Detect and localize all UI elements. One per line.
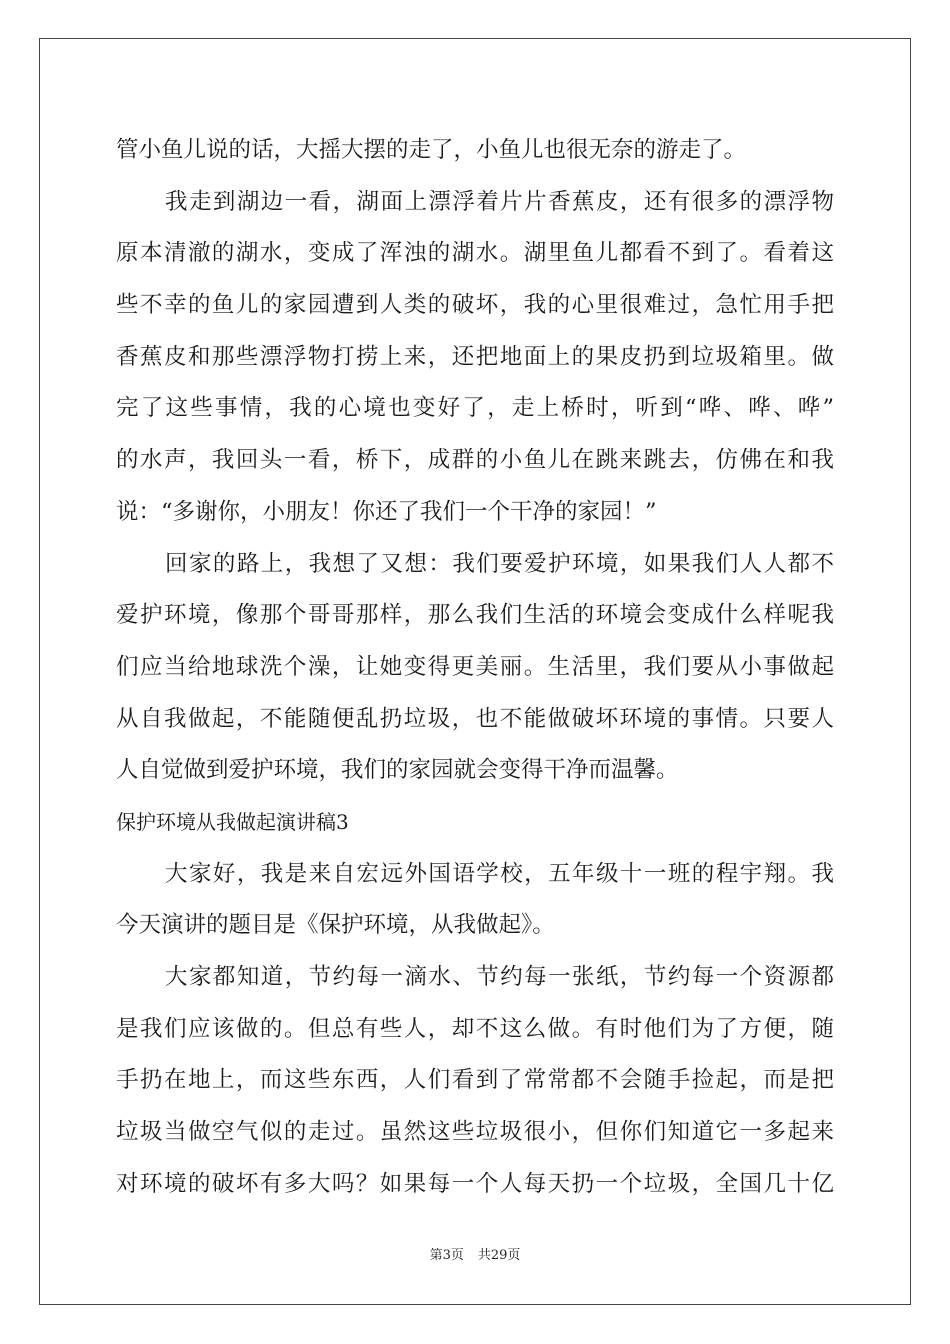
paragraph-line: 管小鱼儿说的话，大摇大摆的走了，小鱼儿也很无奈的游走了。 bbox=[116, 137, 747, 163]
paragraph-line: 人自觉做到爱护环境，我们的家园就会变得干净而温馨。 bbox=[116, 757, 679, 784]
paragraph-line: 对环境的破坏有多大吗？如果每一个人每天扔一个垃圾，全国几十亿 bbox=[116, 1170, 834, 1197]
page-number: 第3页 bbox=[429, 1248, 464, 1263]
paragraph-line: 大家好，我是来自宏远外国语学校，五年级十一班的程宇翔。我 bbox=[165, 860, 834, 887]
paragraph-line: 手扔在地上，而这些东西，人们看到了常常都不会随手捡起，而是把 bbox=[116, 1067, 834, 1094]
paragraph-line: 今天演讲的题目是《保护环境，从我做起》。 bbox=[116, 912, 555, 939]
page-footer bbox=[0, 1244, 950, 1263]
paragraph-line: 们应当给地球洗个澡，让她变得更美丽。生活里，我们要从小事做起 bbox=[116, 653, 834, 680]
paragraph-line: 爱护环境，像那个哥哥那样，那么我们生活的环境会变成什么样呢我 bbox=[116, 602, 834, 629]
paragraph-line: 回家的路上，我想了又想：我们要爱护环境，如果我们人人都不 bbox=[165, 550, 834, 577]
paragraph-line: 完了这些事情，我的心境也变好了，走上桥时，听到“哗、哗、哗” bbox=[116, 395, 834, 422]
total-pages: 共29页 bbox=[477, 1248, 521, 1263]
paragraph-line: 些不幸的鱼儿的家园遭到人类的破坏，我的心里很难过，急忙用手把 bbox=[116, 292, 834, 319]
paragraph-line: 香蕉皮和那些漂浮物打捞上来，还把地面上的果皮扔到垃圾箱里。做 bbox=[116, 343, 834, 370]
paragraph-line: 是我们应该做的。但总有些人，却不这么做。有时他们为了方便，随 bbox=[116, 1015, 834, 1042]
paragraph-line: 垃圾当做空气似的走过。虽然这些垃圾很小，但你们知道它一多起来 bbox=[116, 1119, 834, 1146]
paragraph-line: 原本清澈的湖水，变成了浑浊的湖水。湖里鱼儿都看不到了。看着这 bbox=[116, 240, 834, 267]
paragraph-line: 大家都知道，节约每一滴水、节约每一张纸，节约每一个资源都 bbox=[165, 964, 834, 990]
paragraph-line: 我走到湖边一看，湖面上漂浮着片片香蕉皮，还有很多的漂浮物 bbox=[165, 188, 834, 215]
document-body bbox=[116, 125, 834, 1210]
paragraph-line: 的水声，我回头一看，桥下，成群的小鱼儿在跳来跳去，仿佛在和我 bbox=[116, 447, 834, 474]
paragraph-line: 从自我做起，不能随便乱扔垃圾，也不能做破坏环境的事情。只要人 bbox=[116, 705, 834, 732]
section-heading: 保护环境从我做起演讲稿3 bbox=[116, 809, 349, 834]
paragraph-line: 说：“多谢你，小朋友！你还了我们一个干净的家园！” bbox=[116, 498, 657, 525]
